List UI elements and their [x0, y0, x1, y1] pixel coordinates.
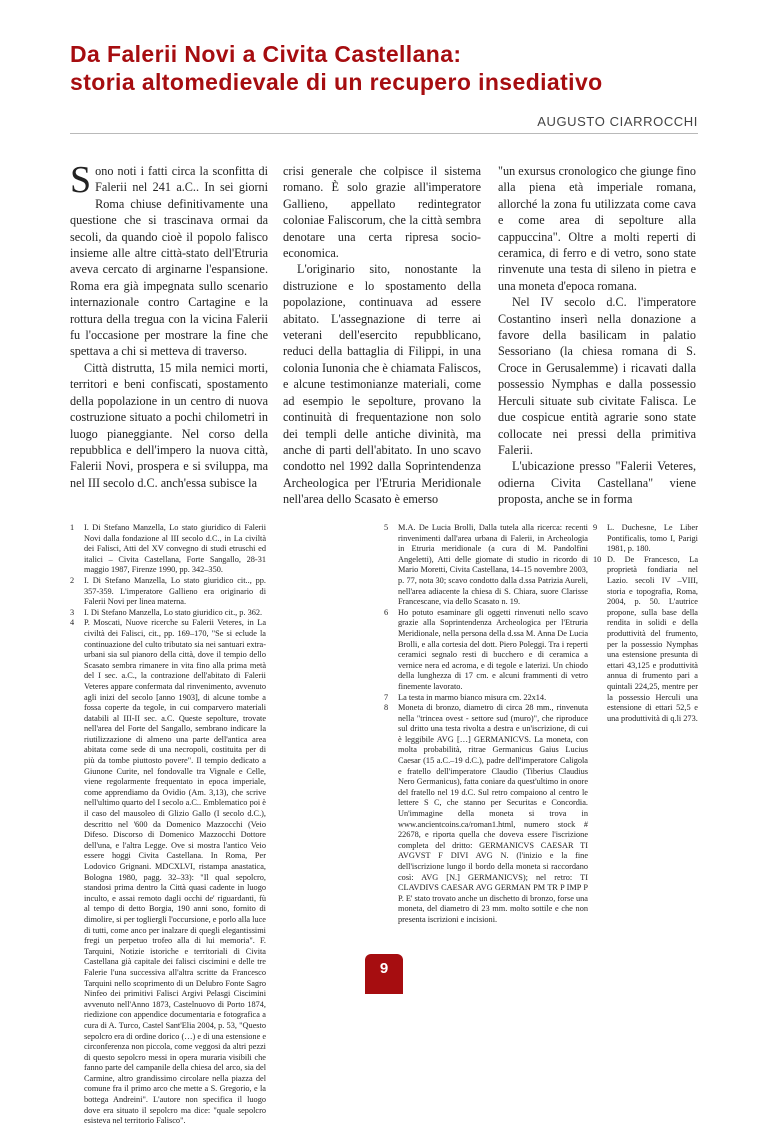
footnote	[384, 523, 588, 608]
body-column-3	[498, 163, 696, 507]
title-line-2: storia altomedievale di un recupero insediativo	[70, 69, 603, 95]
footnote-text: D. De Francesco, La proprietà fondiaria nel Lazio. secoli IV –VIII, storia e topografia, Roma, 2004, p. 50. L'autrice propone, sulla base della rendita in solidi e della produttività del frumento, per la possessio Nymphas una estensione presunta di ettari 43,125 e produttività annua di frumento pari a quintali 224,25, mentre per la possessio Herculi una estensione di ettari 52,5 e una produttività di q.li 273.	[607, 554, 698, 723]
footnote	[593, 523, 698, 555]
paragraph-text: ono noti i fatti circa la sconfitta di Falerii nel 241 a.C.. In sei giorni Roma chiuse definitivamente una questione che si trascinava ormai da secoli, da quando cioè il popolo falisco insieme alle altre città-stato dell'Etruria aveva cercato di arginarne l'espansione. Roma era già impegnata sullo scenario internazionale contro Cartagine e la rottura della tregua con la vicina Falerii fu l'occasione per mostrare la fine che spettava a chi si metteva di traverso.	[70, 164, 268, 359]
footnote-number: 7	[384, 692, 389, 702]
footnote-number: 10	[593, 554, 602, 564]
footnote-number: 8	[384, 703, 389, 713]
footnote-number: 5	[384, 523, 389, 532]
author-name: AUGUSTO CIARROCCHI	[537, 114, 698, 129]
footnote-text: I. Di Stefano Manzella, Lo stato giuridico cit.., pp. 357-359. L'imperatore Gallieno era originario di Falerii Novi per linea materna.	[84, 575, 266, 607]
footnote-number: 4	[70, 618, 75, 628]
footnote	[384, 693, 588, 704]
footnote	[593, 555, 698, 725]
footnote	[384, 703, 588, 925]
page-number: 9	[365, 954, 403, 994]
footnote-text: I. Di Stefano Manzella, Lo stato giuridico cit., p. 362.	[84, 607, 263, 617]
paragraph: L'originario sito, nonostante la distruzione e lo spostamento della popolazione, continuava ad essere abitato. L'assegnazione di terre ai veterani dell'esercito repubblicano, reduci della battaglia di Filippi, in una colonia Iunonia che è chiamata Faliscos, e alcune testimonianze materiali, come ad esempio le sepolture, provano la continuità di frequentazione non solo dei templi delle antiche divinità, ma anche di parti dell'abitato. In uno scavo condotto nel 1992 dalla Soprintendenza Archeologica per l'Etruria Meridionale nell'area dello Scasato è emerso	[283, 262, 481, 507]
footnotes-column-3	[384, 523, 588, 924]
footnote-text: Moneta di bronzo, diametro di circa 28 mm., rinvenuta nella "trincea ovest - settore sud (muro)", che riproduce sul dritto una testa rivolta a destra e un'iscrizione, di cui è leggibile AVG […] GERMANICVS. La moneta, con molta probabilità, ritrae Germanicus Gaius Lucius Caesar (15 a.C.–19 d.C.), padre dell'imperatore Caligola e fratello dell'imperatore Claudio (Tiberius Claudius Nero Germanicus), fatta coniare da quest'ultimo in onore del fratello nel 19 d.C. Sul retro compaiono al centro le lettere S C, che stanno per Securitas e Concordia. Un'immagine della moneta si trova in www.ancientcoins.ca/roman1.html, numero stock # 22678, e riporta quella che doveva essere l'iscrizione completa del dritto: GERMANICVS CAESAR TI AVGVST F DIVI AVG N. (l'inizio e la fine dell'iscrizione lungo il bordo della moneta si raccordano così: AVG [N.] GERMANICVS); nel retro: TI CLAVDIVS CAESAR AVG GERMAN PM TR P IMP P P. E' stato trovato anche un dischetto di bronzo, forse una moneta, del diametro di 23 mm. molto sottile e che non presenta iscrizioni e incisioni.	[398, 703, 588, 924]
body-column-1	[70, 159, 268, 493]
footnote-text: I. Di Stefano Manzella, Lo stato giuridico di Falerii Novi dalla fondazione al III secolo d.C., in La civiltà dei Falisci, Atti del XV convegno di studi etruschi ed italici – Civita Castellana, Forte Sangallo, 28-31 maggio 1987, Firenze 1990, pp. 342–350.	[84, 523, 266, 575]
footnote-text: L. Duchesne, Le Liber Pontificalis, tomo I, Parigi 1981, p. 180.	[607, 523, 698, 554]
footnotes-column-1	[70, 523, 267, 1126]
article-title	[70, 40, 730, 96]
footnote-number: 2	[70, 575, 75, 585]
footnote-text: La testa in marmo bianco misura cm. 22x14.	[398, 692, 547, 702]
footnote	[70, 608, 266, 619]
footnote	[70, 618, 266, 1127]
paragraph: Nel IV secolo d.C. l'imperatore Costantino inserì nella donazione a favore della basilicam in palatio Sessoriano (la chiesa romana di S. Croce in Gerusalemme) i ricavati dalla possessio Nymphas e dalla possessio Herculi situate sub civitate Falisca. Le due cospicue entità agrarie sono state collocate nei pressi della primitiva Falerii.	[498, 295, 696, 457]
paragraph: Città distrutta, 15 mila nemici morti, territori e beni confiscati, spostamento della popolazione in un centro di nuova costruzione situato a pochi chilometri in luogo pianeggiante. Nel corso della repubblica e dell'impero la nuova città, Falerii Novi, prospera e si sviluppa, ma nel III secolo d.C. anch'essa subisce la	[70, 360, 268, 490]
drop-cap: S	[70, 159, 92, 201]
paragraph: "un exursus cronologico che giunge fino alla piena età imperiale romana, allorché la zona fu utilizzata come cava e come area di sepolture alla cappuccina". Oltre a molti reperti di ceramica, di ferro e di vetro, sono state rinvenute una testa di sileno in pietra e una moneta d'epoca romana.	[498, 164, 696, 293]
footnote-number: 3	[70, 607, 75, 617]
footnote-text: Ho potuto esaminare gli oggetti rinvenuti nello scavo grazie alla Soprintendenza Archeologica per l'Etruria Meridionale, nella persona della d.ssa M. Anna De Lucia Brolli, e alla cortesia del dott. Piero Poleggi. Tra i reperti ceramici segnalo resti di bucchero e di ceramica a vernice nera ed acroma, e di tegole e laterizi. Un chiodo della lunghezza di 17 cm. e alcuni frammenti di vetro finemente lavorato.	[398, 607, 588, 691]
footnote-number: 9	[593, 523, 598, 532]
title-line-1: Da Falerii Novi a Civita Castellana:	[70, 41, 462, 67]
footnote-number: 1	[70, 523, 75, 532]
footnote	[70, 523, 266, 576]
paragraph	[70, 159, 268, 360]
footnote-text: M.A. De Lucia Brolli, Dalla tutela alla ricerca: recenti rinvenimenti dall'area urbana di Falerii, in Archeologia in Etruria meridionale (a cura di M. Pandolfini Angeletti), Atti delle giornate di studio in ricordo di Mario Moretti, Civita Castellana, 14–15 novembre 2003, p. 77, nota 30; scavo condotto dalla d.ssa Patrizia Aureli, nell'area adiacente la chiesa di S. Chiara, suore Clarisse Francescane, via dello Scasato n. 19.	[398, 523, 588, 607]
footnote-number: 6	[384, 607, 389, 617]
footnote	[70, 576, 266, 608]
footnote	[384, 608, 588, 693]
paragraph: L'ubicazione presso "Falerii Veteres, odierna Civita Castellana" viene proposta, anche se in forma	[498, 459, 696, 507]
body-column-2	[283, 163, 481, 507]
header-rule	[70, 133, 698, 134]
footnotes-column-4	[593, 523, 698, 868]
paragraph: crisi generale che colpisce il sistema romano. È solo grazie all'imperatore Gallieno, appellato redintegrator coloniae Faliscorum, che la città sembra denotare una certa ripresa socio-economica.	[283, 164, 481, 261]
footnote-text: P. Moscati, Nuove ricerche su Falerii Veteres, in La civiltà dei Falisci, cit., pp. 169–170, "Se si eclude la continuazione del culto tributato sia nei santuari extra-urbani sia sul pianoro della città, dove il tempio dello Scasato sembra rimanere in vita fino alla prima metà del I sec. a.C., la contrazione dell'abitato di Falerii Veteres appare confermata dal rinvenimento, avvenuto agli inizi del secolo [anno 1903], di alcune tombe a fossa coperte da tegole, in cui comparvero materiali databili al III-II sec. a.C. Queste sepolture, trovate nell'area del Forte del Sangallo, sembrano indicare la riutilizzazione di almeno una parte dell'antica area abitata come sede di una necropoli, costituita per di più da tombe piuttosto povere". Il tempio dedicato a Giunone Curite, nel fondovalle tra Vignale e Celle, viene regolarmente frequentato in epoca imperiale, come apprendiamo da Ovidio (Am. 3,13), che scrive nell'ultimo quarto del I secolo a.C.. Emblematico poi è il caso del mausoleo di Glizio Gallo (I secolo d.C.), descritto nel '600 da Domenico Mazzocchi (Veio Difeso. Discorso di Domenico Mazzocchi Dottore dell'una, e l'altra Legge. Ove si mostra l'antico Veio essere hoggi Civita Castellana. In Roma, Per Lodovico Grignani. MDCXLVI, ristampa anastatica, Bologna 1980, pagg. 32–33): "Il qual sepolcro, standosi prima dentro la Città quasi cadente in luogo inculto, e assai remoto dagli occhi de' riguardanti, fù al tempo di detto Borgia, 190 anni sono, fornito di dimolire, si per togliergli l'occursione, e porlo alla luce di tutti, come anco per inalzare di quegli elegantissimi fregi un perpetuo trofeo alla di lui memoria". F. Tarquini, Notizie istoriche e territoriali di Civita Castellana già capitale dei falisci ciscimini e delle tre Falerie l'una successiva all'altra scritte da Francesco Tarquini nello scoprimento di un Delubro Fonte Sagro Ninfeo dei primitivi Falisci Argivi Pelasgi Ciscimini avvenuto nell'Anno 1873, Castelnuovo di Porto 1874, riedizione con appendice documentaria e fotografica a cura di A. Turco, Castel Sant'Elia 2004, p. 53, "Questo sepolcro era di ordine dorico (…) e di una estensione e circonferenza non piccola, come veggosi da altri pezzi di questo sepolcro messi in opera muraria visibili che fanno parte del campanile della chiesa del arco, sia del Carmine, altro grandissimo circolare nella piazza del comune fra il primo arco che mette a S. Gregorio, e la bottega Andreini". L'autore non specifica il luogo dove era situato il sepolcro ma dice: "quale sepolcro esisteva nel territorio Falisco".	[84, 618, 267, 1126]
